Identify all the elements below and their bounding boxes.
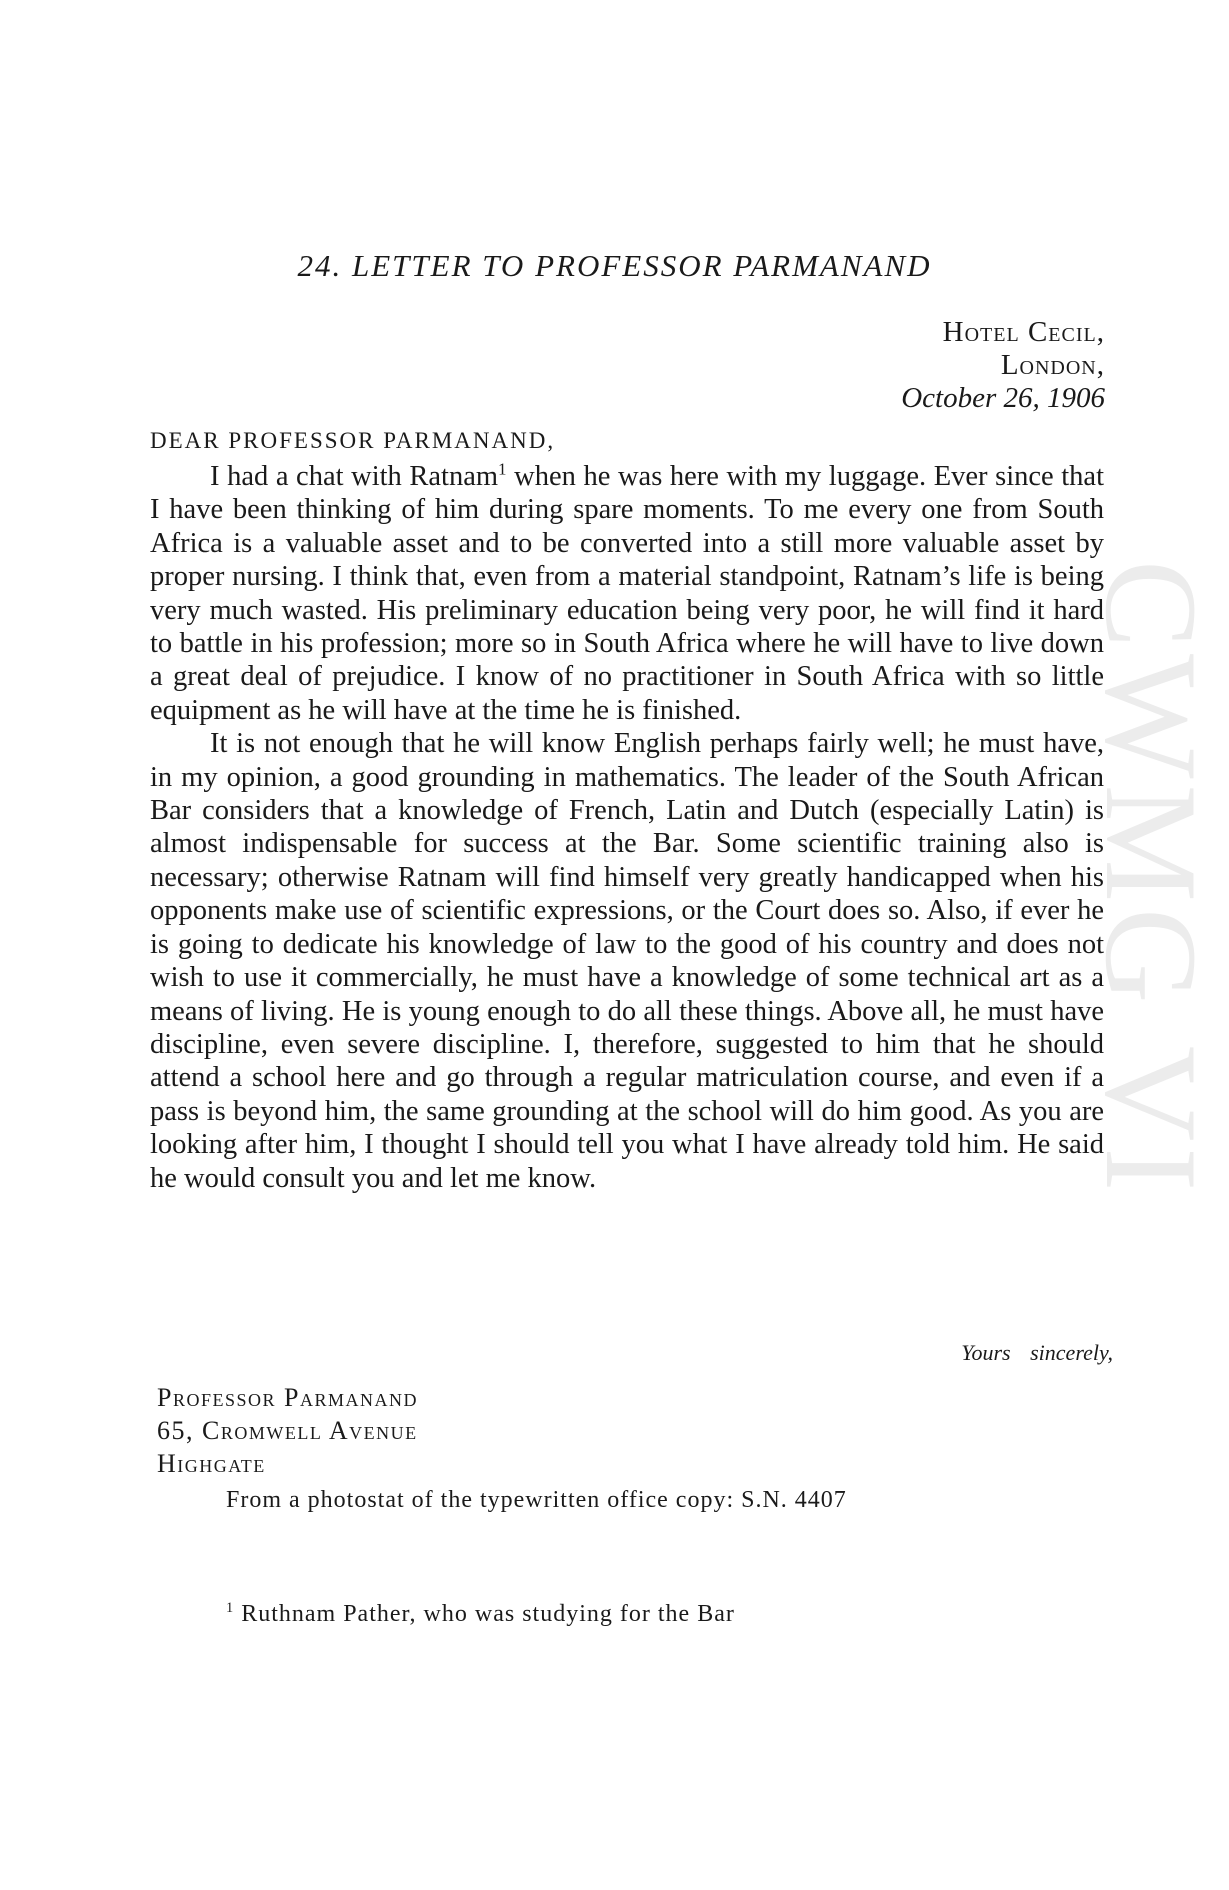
paragraph-1-rest: when he was here with my luggage. Ever since that I have been thinking of him during spare moments. To me every one from South Africa is a valuable asset and to be converted into a still more valuable asset by proper nursing. I think that, even from a material standpoint, Ratnam’s life is being very much wasted. His preliminary education being very poor, he will find it hard to battle in his profession; more so in South Africa where he will have to live down a great deal of prejudice. I know of no practitioner in South Africa with so little equipment as he will have at the time he is finished.	[150, 461, 1104, 726]
footnote-reference: 1	[498, 459, 507, 479]
source-note: From a photostat of the typewritten office copy: S.N. 4407	[226, 1487, 847, 1513]
recipient-address	[157, 1381, 418, 1480]
address-hotel: Hotel Cecil,	[942, 316, 1105, 348]
paragraph-1	[150, 460, 1104, 727]
letter-heading: 24. LETTER TO PROFESSOR PARMANAND	[297, 248, 932, 283]
recipient-street: 65, Cromwell Avenue	[157, 1416, 418, 1445]
letter-date: October 26, 1906	[901, 382, 1105, 414]
salutation: DEAR PROFESSOR PARMANAND,	[150, 428, 556, 453]
closing: Yours sincerely,	[961, 1340, 1113, 1365]
sender-address	[901, 316, 1105, 415]
watermark	[1078, 560, 1225, 1340]
paragraph-1-start: I had a chat with Ratnam	[210, 461, 499, 492]
recipient-name: Professor Parmanand	[157, 1383, 418, 1412]
letter-body	[150, 460, 1104, 1195]
watermark-text: CWMG VI	[1078, 560, 1225, 1198]
paragraph-2: It is not enough that he will know English perhaps fairly well; he must have, in my opinion, a good grounding in mathematics. The leader of the South African Bar considers that a knowledge of French, Latin and Dutch (especially Latin) is almost indispensable for success at the Bar. Some scientific training also is necessary; otherwise Ratnam will find himself very greatly handicapped when his opponents make use of scientific expressions, or the Court does so. Also, if ever he is going to dedicate his knowledge of law to the good of his country and does not wish to use it commercially, he must have a knowledge of some technical art as a means of living. He is young enough to do all these things. Above all, he must have discipline, even severe discipline. I, therefore, suggested to him that he should attend a school here and go through a regular matriculation course, and even if a pass is beyond him, the same grounding at the school will do him good. As you are looking after him, I thought I should tell you what I have already told him. He said he would consult you and let me know.	[150, 728, 1104, 1194]
address-city: London,	[1000, 349, 1105, 381]
footnote-text: Ruthnam Pather, who was studying for the Bar	[234, 1601, 735, 1627]
footnote-marker: 1	[226, 1600, 235, 1616]
recipient-area: Highgate	[157, 1449, 266, 1478]
footnote	[226, 1601, 735, 1628]
